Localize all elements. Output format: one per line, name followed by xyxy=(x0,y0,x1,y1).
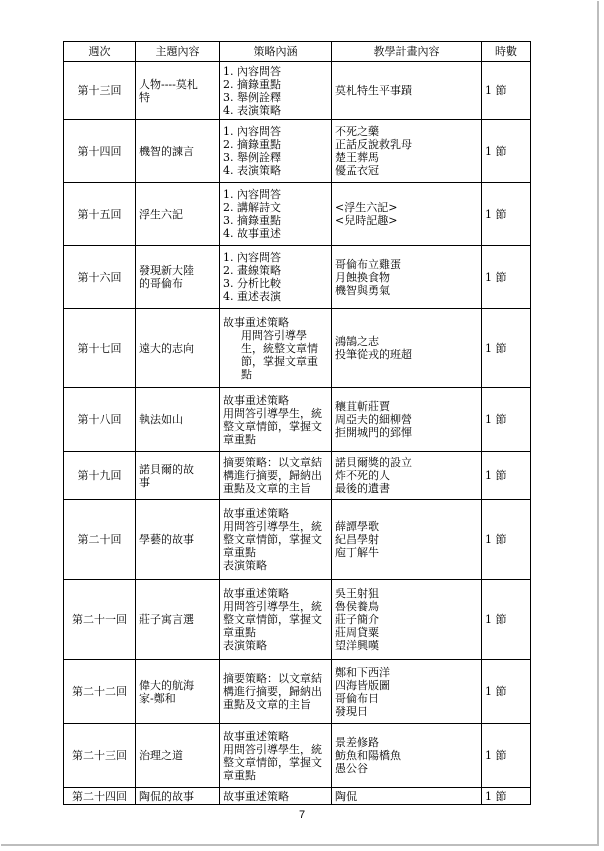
strategy-line: 4. 表演策略 xyxy=(223,103,281,117)
topic-line: 諾貝爾的故 xyxy=(139,462,194,476)
plan-line: 周亞夫的細柳營 xyxy=(335,413,412,426)
topic-cell xyxy=(136,788,220,805)
topic-cell xyxy=(136,452,220,500)
strategy-cell xyxy=(220,309,332,388)
strategy-cell xyxy=(220,120,332,183)
plan-line: 機智與勇氣 xyxy=(335,283,390,297)
plan-line: 諾貝爾獎的設立 xyxy=(335,456,412,469)
plan-line: 陶侃 xyxy=(335,789,357,803)
strategy-line: 點 xyxy=(241,367,252,381)
strategy-line: 3. 摘錄重點 xyxy=(223,214,281,227)
table-row xyxy=(64,62,531,120)
strategy-line: 章重點 xyxy=(223,768,256,782)
plan-line: 月蝕換食物 xyxy=(335,270,390,284)
week-cell: 第十九回 xyxy=(64,452,136,500)
plan-cell xyxy=(332,309,482,388)
plan-cell xyxy=(332,724,482,788)
plan-cell xyxy=(332,246,482,309)
strategy-line: 2. 畫線策略 xyxy=(223,264,281,277)
strategy-line: 故事重述策略 xyxy=(223,507,289,520)
strategy-cell xyxy=(220,183,332,246)
topic-cell xyxy=(136,580,220,660)
plan-line: 魯侯養鳥 xyxy=(335,600,379,613)
strategy-line: 故事重述策略 xyxy=(223,587,289,600)
strategy-line: 用問答引導學生，統 xyxy=(223,742,322,756)
plan-line: 楚王葬馬 xyxy=(335,151,379,164)
plan-cell xyxy=(332,500,482,580)
strategy-line: 章重點 xyxy=(223,546,256,559)
table-row xyxy=(64,309,531,388)
strategy-cell xyxy=(220,500,332,580)
plan-line: 庖丁解牛 xyxy=(335,546,379,559)
week-cell: 第十七回 xyxy=(64,309,136,388)
topic-line: 特 xyxy=(139,90,150,104)
strategy-line: 整文章情節，掌握文 xyxy=(223,613,322,626)
hours-cell: 1 節 xyxy=(482,660,531,724)
topic-cell xyxy=(136,724,220,788)
strategy-cell xyxy=(220,660,332,724)
strategy-cell xyxy=(220,788,332,805)
plan-line: 發現日 xyxy=(335,704,368,718)
table-row xyxy=(64,724,531,788)
plan-line: 鄭和下西洋 xyxy=(335,665,390,679)
week-cell: 第二十二回 xyxy=(64,660,136,724)
hours-cell: 1 節 xyxy=(482,309,531,388)
strategy-line: 故事重述策略 xyxy=(223,315,289,329)
plan-line: 吳王射狙 xyxy=(335,587,379,600)
strategy-line: 構進行摘要，歸納出 xyxy=(223,469,322,482)
table-body xyxy=(64,62,531,805)
plan-cell xyxy=(332,788,482,805)
plan-line: 望洋興嘆 xyxy=(335,639,379,652)
hours-cell: 1 節 xyxy=(482,724,531,788)
strategy-line: 節，掌握文章重 xyxy=(241,354,318,368)
week-cell: 第二十三回 xyxy=(64,724,136,788)
table-row xyxy=(64,452,531,500)
plan-cell xyxy=(332,580,482,660)
topic-cell xyxy=(136,183,220,246)
strategy-line: 1. 內容問答 xyxy=(223,64,281,78)
plan-line: 莫札特生平事蹟 xyxy=(335,84,412,97)
strategy-cell xyxy=(220,246,332,309)
strategy-line: 整文章情節，掌握文 xyxy=(223,755,322,769)
plan-line: 優孟衣冠 xyxy=(335,164,379,177)
plan-cell xyxy=(332,183,482,246)
strategy-line: 4. 表演策略 xyxy=(223,164,281,177)
topic-cell xyxy=(136,660,220,724)
plan-line: 哥倫布日 xyxy=(335,691,379,705)
plan-line: 景差修路 xyxy=(335,736,379,749)
week-cell: 第十四回 xyxy=(64,120,136,183)
strategy-line: 表演策略 xyxy=(223,559,267,572)
topic-line: 事 xyxy=(139,475,150,489)
plan-line: 炸不死的人 xyxy=(335,469,390,482)
topic-cell xyxy=(136,246,220,309)
plan-line: 薛譚學歌 xyxy=(335,520,379,533)
plan-line: 哥倫布立雞蛋 xyxy=(335,257,401,271)
strategy-line: 3. 舉例詮釋 xyxy=(223,151,281,164)
topic-line: 莊子寓言選 xyxy=(139,613,194,626)
plan-line: 投筆從戎的班超 xyxy=(335,348,412,361)
hours-cell: 1 節 xyxy=(482,452,531,500)
strategy-line: 2. 摘錄重點 xyxy=(223,138,281,151)
topic-cell xyxy=(136,388,220,452)
strategy-line: 摘要策略：以文章結 xyxy=(223,456,322,469)
week-cell: 第二十四回 xyxy=(64,788,136,805)
week-cell: 第二十回 xyxy=(64,500,136,580)
strategy-line: 用問答引導學生，統 xyxy=(223,600,322,613)
topic-line: 人物----莫札 xyxy=(139,77,198,91)
strategy-cell xyxy=(220,62,332,120)
week-cell: 第十六回 xyxy=(64,246,136,309)
strategy-line: 整文章情節，掌握文 xyxy=(223,419,322,433)
strategy-line: 章重點 xyxy=(223,626,256,639)
topic-line: 偉大的航海 xyxy=(139,678,194,692)
hours-cell: 1 節 xyxy=(482,388,531,452)
strategy-line: 重點及文章的主旨 xyxy=(223,482,311,495)
header-topic: 主題內容 xyxy=(136,42,220,62)
plan-cell xyxy=(332,62,482,120)
table-row xyxy=(64,660,531,724)
header-strategy: 策略內涵 xyxy=(220,42,332,62)
plan-line: 拒開城門的郅惲 xyxy=(335,426,412,439)
topic-line: 治理之道 xyxy=(139,749,183,762)
plan-line: 最後的遺書 xyxy=(335,482,390,495)
strategy-line: 重點及文章的主旨 xyxy=(223,698,311,711)
strategy-line: 3. 分析比較 xyxy=(223,277,281,290)
header-plan: 教學計畫內容 xyxy=(332,42,482,62)
curriculum-table xyxy=(63,41,531,805)
strategy-cell xyxy=(220,580,332,660)
week-cell: 第十三回 xyxy=(64,62,136,120)
strategy-line: 3. 舉例詮釋 xyxy=(223,90,281,104)
topic-cell xyxy=(136,500,220,580)
table-row xyxy=(64,120,531,183)
topic-line: 浮生六記 xyxy=(139,207,183,221)
hours-cell: 1 節 xyxy=(482,120,531,183)
plan-line: 紀昌學射 xyxy=(335,533,379,546)
plan-line: 魴魚和陽橋魚 xyxy=(335,749,401,762)
strategy-line: 生，統整文章情 xyxy=(241,341,318,355)
topic-line: 的哥倫布 xyxy=(139,277,183,290)
strategy-line: 故事重述策略 xyxy=(223,789,289,803)
plan-cell xyxy=(332,660,482,724)
strategy-line: 整文章情節，掌握文 xyxy=(223,533,322,546)
header-hours: 時數 xyxy=(482,42,531,62)
plan-line: <浮生六記> xyxy=(335,201,398,214)
topic-line: 學藝的故事 xyxy=(139,533,194,546)
plan-line: 鴻鵠之志 xyxy=(335,335,379,348)
topic-cell xyxy=(136,120,220,183)
table-row xyxy=(64,788,531,805)
hours-cell: 1 節 xyxy=(482,500,531,580)
table-row xyxy=(64,500,531,580)
strategy-line: 摘要策略：以文章結 xyxy=(223,672,322,685)
plan-line: 莊子簡介 xyxy=(335,613,379,626)
plan-line: <兒時記趣> xyxy=(335,214,398,227)
table-row xyxy=(64,388,531,452)
table-row xyxy=(64,183,531,246)
strategy-line: 用問答引導學 xyxy=(241,328,307,342)
hours-cell: 1 節 xyxy=(482,580,531,660)
strategy-line: 1. 內容問答 xyxy=(223,251,281,264)
topic-line: 家-鄭和 xyxy=(139,691,176,705)
plan-line: 不死之藥 xyxy=(335,125,379,138)
strategy-line: 章重點 xyxy=(223,432,256,446)
topic-line: 機智的諫言 xyxy=(139,144,194,158)
strategy-line: 故事重述策略 xyxy=(223,729,289,743)
strategy-line: 2. 摘錄重點 xyxy=(223,77,281,91)
table-header-row xyxy=(64,42,531,62)
week-cell: 第十五回 xyxy=(64,183,136,246)
strategy-line: 4. 重述表演 xyxy=(223,290,281,303)
topic-line: 陶侃的故事 xyxy=(139,789,194,803)
plan-cell xyxy=(332,388,482,452)
topic-cell xyxy=(136,62,220,120)
strategy-line: 構進行摘要，歸納出 xyxy=(223,685,322,698)
strategy-line: 表演策略 xyxy=(223,639,267,652)
hours-cell: 1 節 xyxy=(482,788,531,805)
topic-line: 發現新大陸 xyxy=(139,264,194,277)
hours-cell: 1 節 xyxy=(482,246,531,309)
strategy-cell xyxy=(220,452,332,500)
table-row xyxy=(64,246,531,309)
strategy-line: 4. 故事重述 xyxy=(223,227,281,240)
strategy-line: 故事重述策略 xyxy=(223,393,289,407)
plan-cell xyxy=(332,452,482,500)
strategy-line: 1. 內容問答 xyxy=(223,125,281,138)
hours-cell: 1 節 xyxy=(482,62,531,120)
strategy-cell xyxy=(220,724,332,788)
plan-cell xyxy=(332,120,482,183)
table-row xyxy=(64,580,531,660)
strategy-line: 用問答引導學生，統 xyxy=(223,520,322,533)
topic-line: 遠大的志向 xyxy=(139,341,194,355)
hours-cell: 1 節 xyxy=(482,183,531,246)
strategy-line: 用問答引導學生，統 xyxy=(223,406,322,420)
strategy-line: 1. 內容問答 xyxy=(223,188,281,201)
week-cell: 第二十一回 xyxy=(64,580,136,660)
topic-cell xyxy=(136,309,220,388)
strategy-cell xyxy=(220,388,332,452)
strategy-line: 2. 講解詩文 xyxy=(223,201,281,214)
plan-line: 愚公谷 xyxy=(335,762,368,775)
plan-line: 穰苴斬莊賈 xyxy=(335,400,390,413)
plan-line: 正話反說救乳母 xyxy=(335,138,412,151)
plan-line: 四海皆版圖 xyxy=(335,678,390,692)
plan-line: 莊周貸粟 xyxy=(335,626,379,639)
header-week: 週次 xyxy=(64,42,136,62)
week-cell: 第十八回 xyxy=(64,388,136,452)
topic-line: 執法如山 xyxy=(139,413,183,426)
page-number: 7 xyxy=(298,809,306,821)
